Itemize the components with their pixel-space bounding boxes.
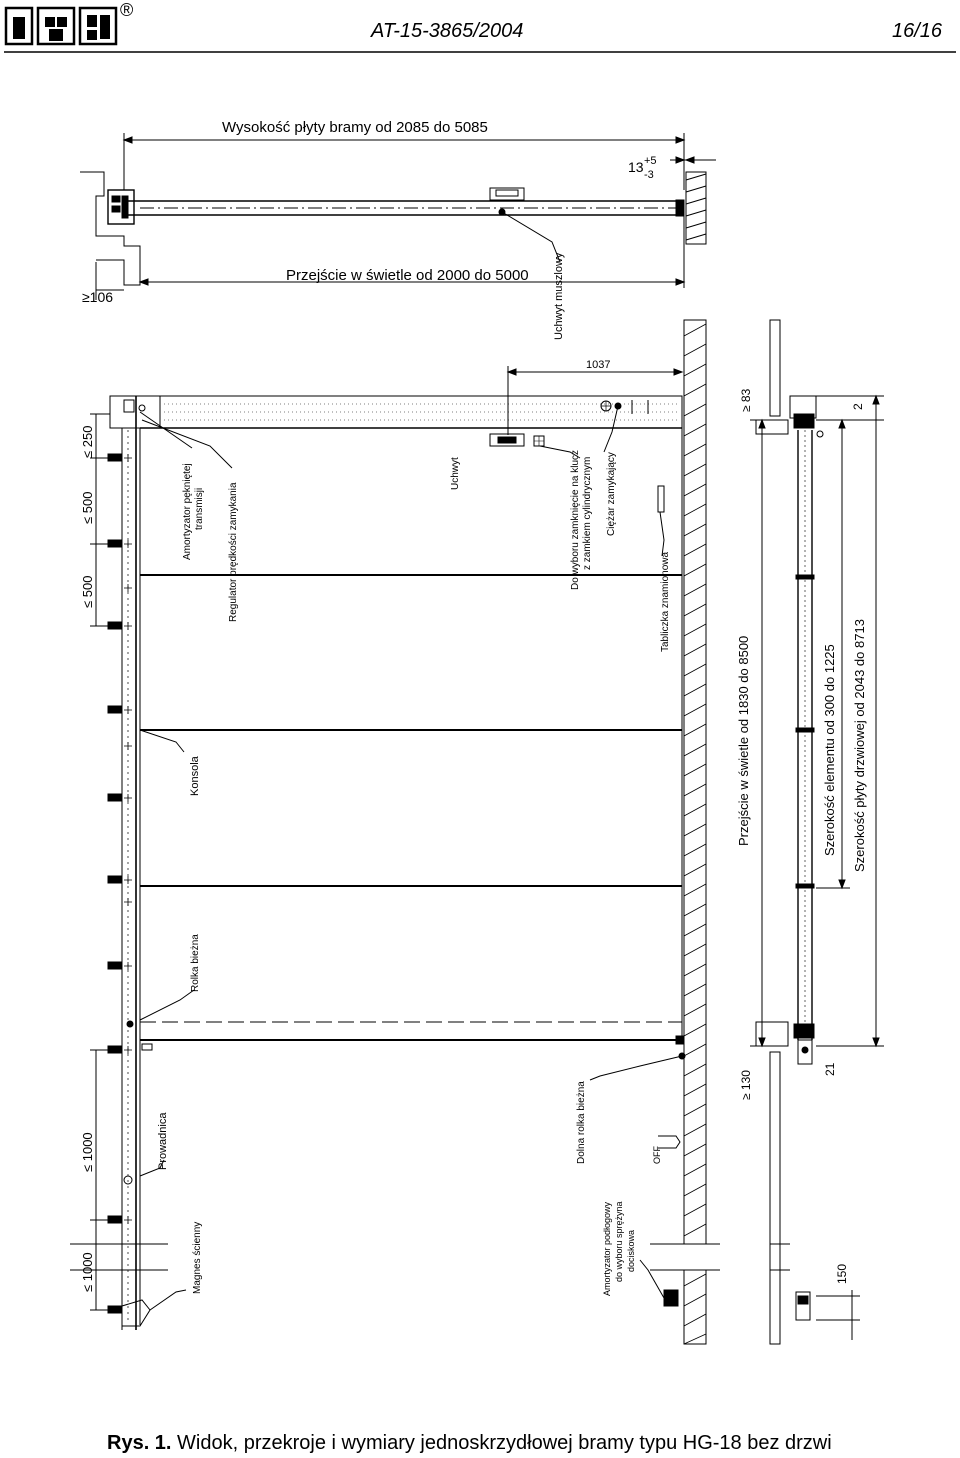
dim-2: 2 bbox=[851, 403, 865, 410]
top-clear-label: Przejście w świetle od 2000 do 5000 bbox=[286, 267, 529, 284]
figure-caption bbox=[107, 1432, 832, 1455]
dim-83: ≥ 83 bbox=[739, 388, 753, 412]
caption-text: Widok, przekroje i wymiary jednoskrzydłowej bramy typu HG-18 bez drzwi bbox=[171, 1432, 832, 1454]
label-do-wyboru: Do wyboru zamknięcie na klucz bbox=[570, 449, 581, 590]
label-magnes: Magnes ścienny bbox=[192, 1221, 203, 1294]
caption-prefix: Rys. 1. bbox=[107, 1432, 172, 1454]
label-prowadnica: Prowadnica bbox=[157, 1112, 169, 1170]
registered-mark: ® bbox=[120, 0, 134, 20]
label-uchwyt: Uchwyt bbox=[450, 457, 461, 490]
dim-1000b: ≤ 1000 bbox=[80, 1252, 95, 1292]
label-do-wyboru-2: z zamkiem cylindrycznym bbox=[582, 456, 593, 570]
page-number: 16/16 bbox=[892, 20, 943, 42]
top-gap-sub: -3 bbox=[644, 169, 654, 181]
dim-500b: ≤ 500 bbox=[80, 575, 95, 608]
dim-150: 150 bbox=[835, 1263, 849, 1284]
dim-1037: 1037 bbox=[586, 359, 611, 371]
label-amort-podlogowy: Amortyzator podłogowy bbox=[602, 1201, 612, 1296]
top-gap-label: 13 bbox=[628, 159, 644, 175]
label-konsola: Konsola bbox=[189, 756, 201, 796]
label-dolna-rolka: Dolna rolka bieżna bbox=[576, 1081, 587, 1164]
side-element-label: Szerokość elementu od 300 do 1225 bbox=[822, 644, 837, 856]
dim-500a: ≤ 500 bbox=[80, 491, 95, 524]
handle-label: Uchwyt muszlowy bbox=[553, 252, 565, 340]
document-number: AT-15-3865/2004 bbox=[371, 20, 524, 42]
dim-1000a: ≤ 1000 bbox=[80, 1132, 95, 1172]
label-amort-podlogowy-2: do wyboru sprężyna bbox=[614, 1201, 624, 1282]
label-amortyzator-2: transmisji bbox=[194, 487, 205, 530]
top-height-label: Wysokość płyty bramy od 2085 do 5085 bbox=[222, 119, 488, 136]
side-plate-label: Szerokość płyty drzwiowej od 2043 do 8713 bbox=[852, 619, 867, 872]
side-clear-label: Przejście w świetle od 1830 do 8500 bbox=[736, 635, 751, 846]
label-rolka-biezna: Rolka bieżna bbox=[190, 934, 201, 992]
label-ciezar: Ciężar zamykający bbox=[606, 452, 617, 536]
dim-250: ≤ 250 bbox=[80, 425, 95, 458]
label-amortyzator: Amortyzator pękniętej bbox=[182, 463, 193, 560]
dim-130: ≥ 130 bbox=[739, 1070, 753, 1100]
label-regulator: Regulator prędkości zamykania bbox=[228, 482, 239, 622]
top-min-label: ≥106 bbox=[82, 289, 114, 305]
top-gap-sup: +5 bbox=[644, 155, 657, 167]
label-off: OFF bbox=[652, 1146, 662, 1164]
label-amort-podlogowy-3: dociskowa bbox=[626, 1229, 636, 1272]
dim-21: 21 bbox=[823, 1062, 837, 1076]
label-tabliczka: Tabliczka znamionowa bbox=[660, 551, 671, 652]
